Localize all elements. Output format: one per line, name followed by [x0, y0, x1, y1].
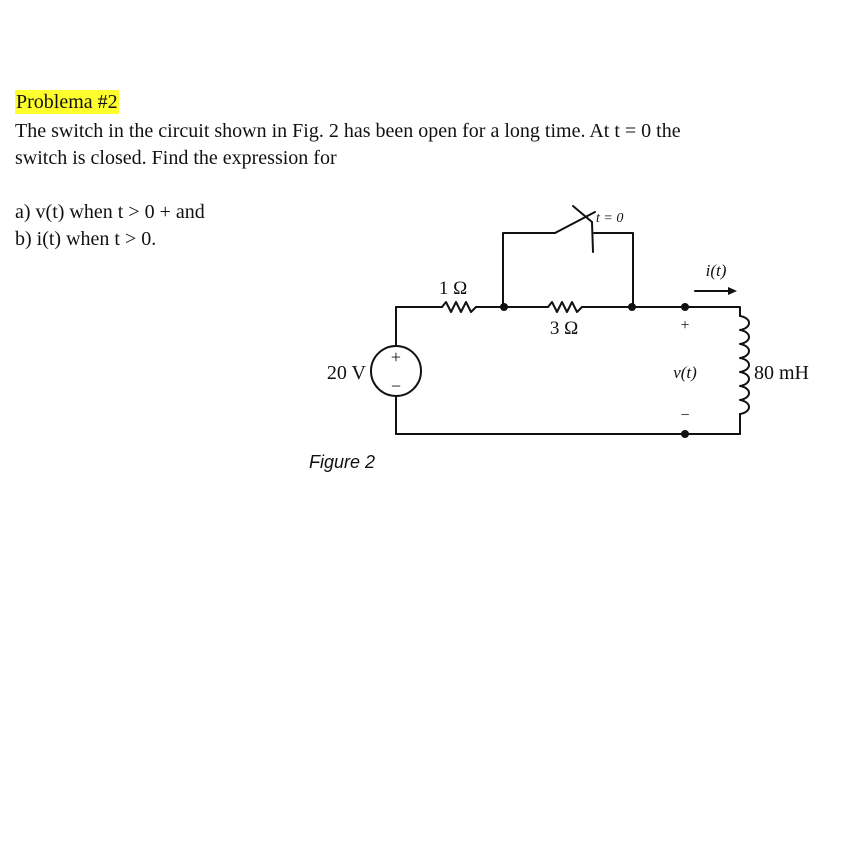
- inductor-coil: [740, 316, 749, 414]
- switch-arrow: [573, 206, 593, 252]
- resistor-1ohm: [442, 302, 476, 312]
- voltage-minus: −: [680, 407, 690, 424]
- inductor-label: 80 mH: [754, 362, 809, 384]
- source-plus: +: [390, 347, 402, 367]
- switch-label: t = 0: [596, 211, 624, 226]
- problem-title: Problema #2: [16, 91, 118, 113]
- node-left: [500, 303, 508, 311]
- current-label: i(t): [705, 261, 727, 280]
- voltage-label: v(t): [673, 363, 697, 382]
- wire-switch-left: [503, 233, 555, 307]
- question-b: b) i(t) when t > 0.: [15, 228, 157, 250]
- r1-label: 1 Ω: [438, 278, 468, 299]
- r2-label: 3 Ω: [549, 318, 579, 339]
- statement-line-1: The switch in the circuit shown in Fig. 2 has been open for a long time. At t = 0 the: [15, 120, 681, 142]
- switch-contact: [594, 233, 633, 307]
- question-a: a) v(t) when t > 0 + and: [15, 201, 205, 223]
- terminal-bottom: [681, 430, 689, 438]
- resistor-3ohm: [548, 302, 582, 312]
- source-minus: −: [390, 376, 402, 396]
- node-right: [628, 303, 636, 311]
- voltage-plus: +: [680, 317, 690, 334]
- switch-blade: [555, 212, 595, 233]
- figure-caption: Figure 2: [309, 452, 376, 472]
- current-arrow-head: [728, 287, 737, 295]
- source-label: 20 V: [326, 362, 366, 384]
- statement-line-2: switch is closed. Find the expression for: [15, 147, 337, 169]
- terminal-top: [681, 303, 689, 311]
